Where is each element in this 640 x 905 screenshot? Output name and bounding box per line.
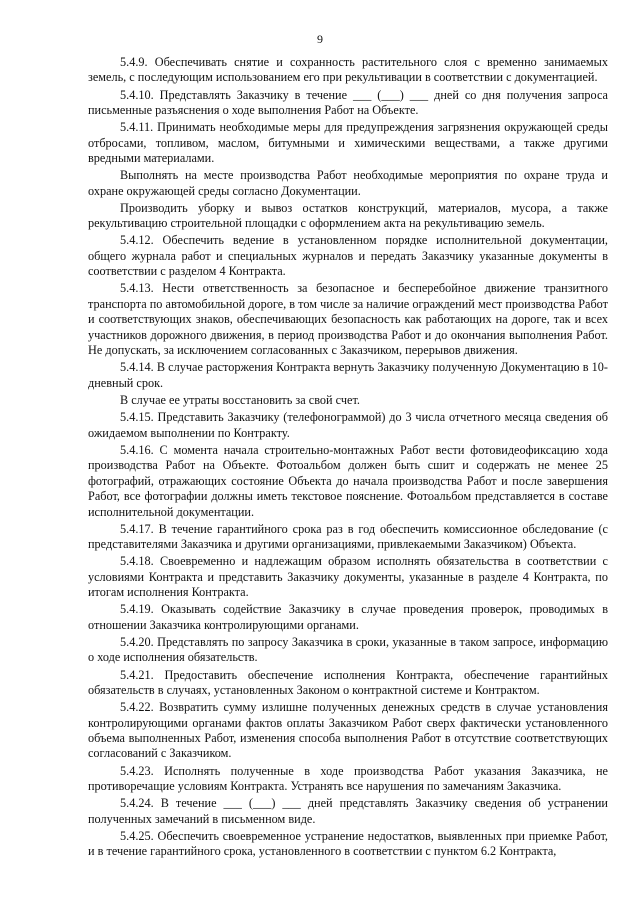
paragraph-5-4-12: 5.4.12. Обеспечить ведение в установленном порядке исполнительной документации, общего журнала работ и специальных журналов и передать Заказчику указанные документы в соответствии с разделом 4 Контракта.: [88, 233, 608, 279]
paragraph-5-4-19: 5.4.19. Оказывать содействие Заказчику в случае проведения проверок, проводимых в отношении Заказчика контролирующими органами.: [88, 602, 608, 632]
paragraph-5-4-14: 5.4.14. В случае расторжения Контракта вернуть Заказчику полученную Документацию в 10-дневный срок.: [88, 360, 608, 390]
paragraph-5-4-24: 5.4.24. В течение ___ (___) ___ дней представлять Заказчику сведения об устранении полученных замечаний в письменном виде.: [88, 796, 608, 826]
paragraph-labor-protection: Выполнять на месте производства Работ необходимые мероприятия по охране труда и охране окружающей среды согласно Документации.: [88, 168, 608, 198]
paragraph-5-4-17: 5.4.17. В течение гарантийного срока раз в год обеспечить комиссионное обследование (с представителями Заказчика и другими организациями, привлекаемыми Заказчиком) Объекта.: [88, 521, 608, 552]
paragraph-5-4-9: 5.4.9. Обеспечивать снятие и сохранность растительного слоя с временно занимаемых земель, с последующим использованием его при рекультивации в соответствии с документацией.: [88, 55, 608, 85]
paragraph-5-4-16: 5.4.16. С момента начала строительно-монтажных Работ вести фотовидеофиксацию хода производства Работ на Объекте. Фотоальбом должен быть сшит и содержать не менее 25 фотографий, отражающих состояние Объекта до начала производства Работ и после завершения Работ, все фотографии должны иметь текстовое пояснение. Фотоальбом представляется в составе исполнительной документации.: [88, 442, 608, 519]
page-number: 9: [317, 32, 323, 46]
paragraph-5-4-11: 5.4.11. Принимать необходимые меры для предупреждения загрязнения окружающей среды отбросами, топливом, маслом, битумными и химическими веществами, а также другими вредными материалами.: [88, 120, 608, 166]
paragraph-5-4-15: 5.4.15. Представить Заказчику (телефонограммой) до 3 числа отчетного месяца сведения об ожидаемом выполнении по Контракту.: [88, 410, 608, 440]
document-body: [88, 55, 608, 861]
paragraph-5-4-18: 5.4.18. Своевременно и надлежащим образом исполнять обязательства в соответствии с условиями Контракта и представить Заказчику документы, указанные в разделе 4 Контракта, по итогам исполнения Контракта.: [88, 554, 608, 600]
paragraph-loss-restore: В случае ее утраты восстановить за свой счет.: [120, 393, 360, 408]
paragraph-5-4-20: 5.4.20. Представлять по запросу Заказчика в сроки, указанные в таком запросе, информацию о ходе исполнения обязательств.: [88, 634, 608, 665]
paragraph-5-4-10: 5.4.10. Представлять Заказчику в течение ___ (___) ___ дней со дня получения запроса письменные разъяснения о ходе выполнения Работ на Объекте.: [88, 87, 608, 118]
paragraph-5-4-13: 5.4.13. Нести ответственность за безопасное и бесперебойное движение транзитного транспорта по автомобильной дороге, в том числе за наличие ограждений мест производства Работ и соответствующих знаков, обеспечивающих безопасность как работающих на дороге, так и всех участников дорожного движения, в период производства Работ и до окончания выполнения Работ. Не допускать, за исключением согласованных с Заказчиком, перерывов движения.: [88, 281, 608, 358]
paragraph-5-4-22: 5.4.22. Возвратить сумму излишне полученных денежных средств в случае установления контролирующими органами фактов оплаты Заказчиком Работ сверх фактически установленного объема выполненных Работ, изменения способа выполнения Работ в отсутствие соответствующих согласований с Заказчиком.: [88, 700, 608, 761]
paragraph-5-4-21: 5.4.21. Предоставить обеспечение исполнения Контракта, обеспечение гарантийных обязательств в случаях, установленных Законом о контрактной системе и Контрактом.: [88, 667, 608, 697]
paragraph-cleanup: Производить уборку и вывоз остатков конструкций, материалов, мусора, а также рекультивацию строительной площадки с оформлением акта на рекультивацию земель.: [88, 200, 608, 231]
paragraph-5-4-23: 5.4.23. Исполнять полученные в ходе производства Работ указания Заказчика, не противоречащие условиям Контракта. Устранять все нарушения по замечаниям Заказчика.: [88, 763, 608, 794]
paragraph-5-4-25: 5.4.25. Обеспечить своевременное устранение недостатков, выявленных при приемке Работ, и в течение гарантийного срока, установленного в соответствии с пунктом 6.2 Контракта,: [88, 828, 608, 859]
